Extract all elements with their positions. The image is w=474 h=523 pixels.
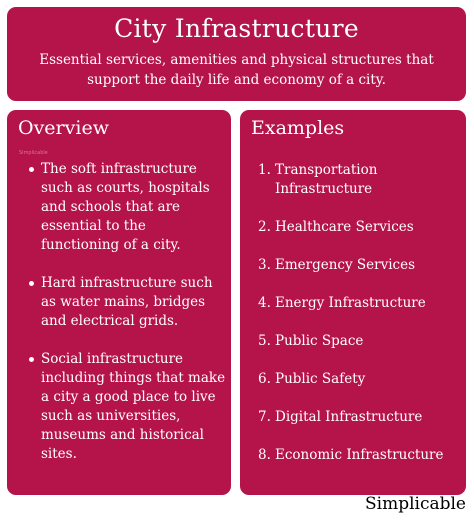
overview-bullet: Social infrastructure including things that make a city a good place to live such as universities, museums and historical sites. (29, 350, 227, 464)
brand-logo: Simplicable (365, 494, 466, 514)
list-item (258, 294, 462, 313)
examples-card (240, 110, 466, 495)
overview-card (7, 110, 231, 495)
item-number: 8. (258, 447, 271, 463)
item-text: Energy Infrastructure (275, 295, 426, 311)
overview-title: Overview (18, 117, 109, 139)
item-number: 2. (258, 219, 271, 235)
item-number: 1. (258, 162, 271, 178)
item-text: Public Safety (275, 371, 366, 387)
item-text: Public Space (275, 333, 364, 349)
list-item (258, 161, 462, 199)
item-text: Healthcare Services (275, 219, 414, 235)
page-title: City Infrastructure (114, 14, 359, 43)
list-item (258, 446, 462, 465)
list-item (258, 408, 462, 427)
list-item (258, 370, 462, 389)
list-item (258, 332, 462, 351)
overview-bullet: The soft infrastructure such as courts, hospitals and schools that are essential to the functioning of a city. (29, 160, 227, 255)
item-number: 6. (258, 371, 271, 387)
item-text: Emergency Services (275, 257, 416, 273)
list-item (258, 218, 462, 237)
page-subtitle: Essential services, amenities and physical structures that support the daily life and economy of a city. (39, 52, 434, 88)
item-text: Transportation Infrastructure (275, 162, 378, 197)
examples-list (258, 161, 462, 484)
item-text: Digital Infrastructure (275, 409, 423, 425)
item-number: 4. (258, 295, 271, 311)
watermark: Simplicable (19, 150, 48, 156)
list-item (258, 256, 462, 275)
item-text: Economic Infrastructure (275, 447, 444, 463)
examples-title: Examples (251, 117, 345, 139)
item-number: 3. (258, 257, 271, 273)
item-number: 7. (258, 409, 271, 425)
header-card (7, 7, 466, 101)
item-number: 5. (258, 333, 271, 349)
overview-bullet: Hard infrastructure such as water mains, bridges and electrical grids. (29, 274, 227, 331)
overview-list (29, 160, 227, 483)
